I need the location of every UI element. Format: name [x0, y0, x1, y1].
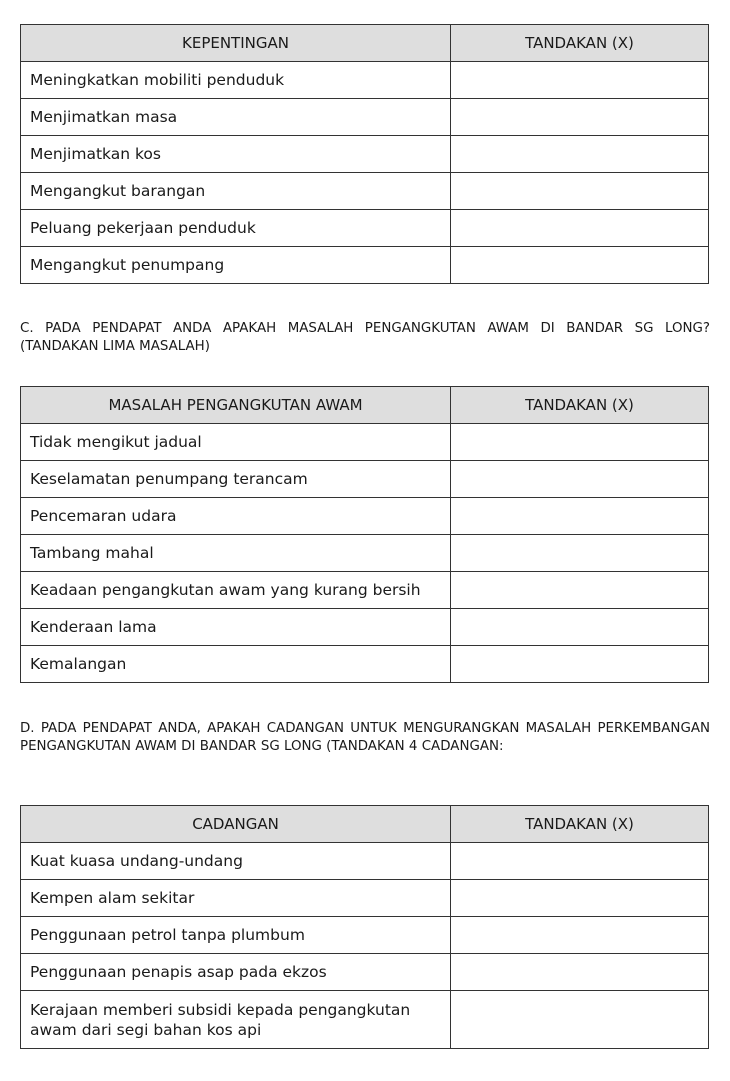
table-row	[21, 609, 709, 646]
row-label: Kenderaan lama	[21, 609, 451, 646]
table-row	[21, 954, 709, 991]
row-label: Penggunaan petrol tanpa plumbum	[21, 917, 451, 954]
row-label: Mengangkut penumpang	[21, 247, 451, 284]
table-row	[21, 210, 709, 247]
mark-cell[interactable]	[451, 210, 709, 247]
table-row	[21, 247, 709, 284]
row-label: Keadaan pengangkutan awam yang kurang bersih	[21, 572, 451, 609]
table-row	[21, 535, 709, 572]
mark-cell[interactable]	[451, 917, 709, 954]
table-row	[21, 173, 709, 210]
question-c: C. PADA PENDAPAT ANDA APAKAH MASALAH PENGANGKUTAN AWAM DI BANDAR SG LONG? (TANDAKAN LIMA MASALAH)	[20, 321, 710, 354]
row-label: Penggunaan penapis asap pada ekzos	[21, 954, 451, 991]
column-header-item: MASALAH PENGANGKUTAN AWAM	[21, 387, 451, 424]
mark-cell[interactable]	[451, 991, 709, 1049]
table-row	[21, 99, 709, 136]
row-label: Keselamatan penumpang terancam	[21, 461, 451, 498]
table-row	[21, 843, 709, 880]
table-row	[21, 62, 709, 99]
masalah-table	[20, 386, 709, 683]
table-header-row	[21, 387, 709, 424]
table-row	[21, 572, 709, 609]
row-label: Menjimatkan masa	[21, 99, 451, 136]
mark-cell[interactable]	[451, 954, 709, 991]
table-row	[21, 498, 709, 535]
mark-cell[interactable]	[451, 173, 709, 210]
row-label: Pencemaran udara	[21, 498, 451, 535]
mark-cell[interactable]	[451, 535, 709, 572]
mark-cell[interactable]	[451, 843, 709, 880]
mark-cell[interactable]	[451, 247, 709, 284]
mark-cell[interactable]	[451, 646, 709, 683]
column-header-mark: TANDAKAN (X)	[451, 25, 709, 62]
table-header-row	[21, 806, 709, 843]
kepentingan-table	[20, 24, 709, 284]
table-header-row	[21, 25, 709, 62]
mark-cell[interactable]	[451, 498, 709, 535]
mark-cell[interactable]	[451, 572, 709, 609]
mark-cell[interactable]	[451, 62, 709, 99]
mark-cell[interactable]	[451, 461, 709, 498]
table-row	[21, 646, 709, 683]
table-row	[21, 917, 709, 954]
row-label: Peluang pekerjaan penduduk	[21, 210, 451, 247]
mark-cell[interactable]	[451, 609, 709, 646]
row-label: Meningkatkan mobiliti penduduk	[21, 62, 451, 99]
column-header-item: KEPENTINGAN	[21, 25, 451, 62]
mark-cell[interactable]	[451, 880, 709, 917]
table-row	[21, 424, 709, 461]
column-header-item: CADANGAN	[21, 806, 451, 843]
row-label: Mengangkut barangan	[21, 173, 451, 210]
row-label: Tambang mahal	[21, 535, 451, 572]
row-label: Kemalangan	[21, 646, 451, 683]
table-row	[21, 136, 709, 173]
table-row	[21, 880, 709, 917]
mark-cell[interactable]	[451, 99, 709, 136]
row-label: Menjimatkan kos	[21, 136, 451, 173]
cadangan-table	[20, 805, 709, 1049]
row-label: Kuat kuasa undang-undang	[21, 843, 451, 880]
question-d: D. PADA PENDAPAT ANDA, APAKAH CADANGAN UNTUK MENGURANGKAN MASALAH PERKEMBANGAN PENGANGKUTAN AWAM DI BANDAR SG LONG (TANDAKAN 4 CADANGAN:	[20, 721, 710, 754]
row-label: Kempen alam sekitar	[21, 880, 451, 917]
table-row	[21, 461, 709, 498]
column-header-mark: TANDAKAN (X)	[451, 387, 709, 424]
row-label: Kerajaan memberi subsidi kepada pengangkutan awam dari segi bahan kos api	[21, 991, 451, 1049]
table-row	[21, 991, 709, 1049]
row-label: Tidak mengikut jadual	[21, 424, 451, 461]
mark-cell[interactable]	[451, 136, 709, 173]
mark-cell[interactable]	[451, 424, 709, 461]
column-header-mark: TANDAKAN (X)	[451, 806, 709, 843]
